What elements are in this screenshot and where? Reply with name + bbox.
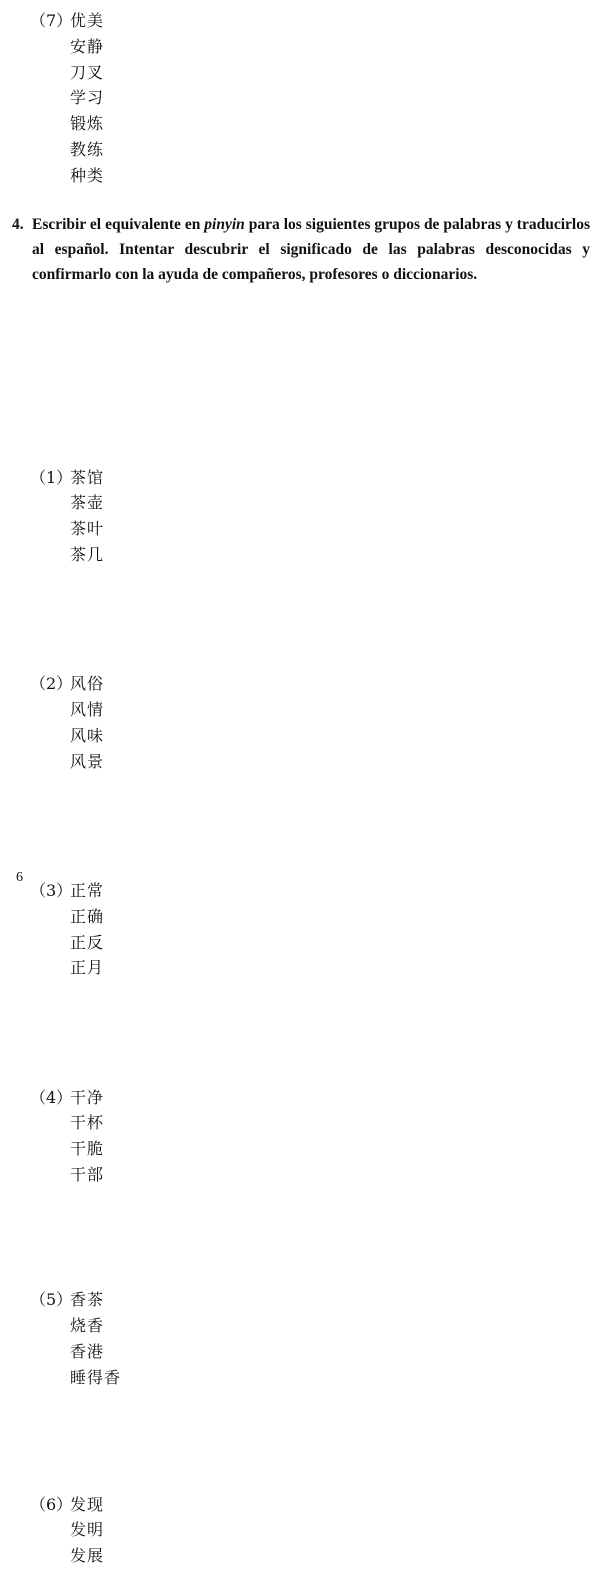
word-list <box>0 671 600 774</box>
word-group-7 <box>0 8 600 189</box>
word-item: 干净 <box>70 1087 105 1107</box>
exercise-text-part: para los siguientes grupos de palabras y traducirlos al español. Intentar descubrir el significado de las palabras desconocidas y confirmarlo con la ayuda de compañeros, profesores o diccionarios. <box>32 216 590 283</box>
word-item: 烧香 <box>70 1316 105 1336</box>
word-item: 发明 <box>70 1520 105 1540</box>
word-item: 睡得香 <box>70 1367 122 1387</box>
word-item: 茶馆 <box>70 467 105 487</box>
word-item: 正反 <box>70 932 105 952</box>
group-number: （4） <box>30 1087 73 1107</box>
exercise-number: 4. <box>12 216 24 233</box>
page-number: 6 <box>16 870 23 885</box>
word-item: 发展 <box>70 1546 105 1566</box>
word-item: 香港 <box>70 1341 105 1361</box>
group-number: （5） <box>30 1290 73 1310</box>
word-item: 干杯 <box>70 1113 105 1133</box>
word-list <box>0 878 600 981</box>
word-item: 学习 <box>70 88 105 108</box>
word-item: 教练 <box>70 139 105 159</box>
word-list <box>0 1287 600 1390</box>
word-group-1 <box>0 465 600 568</box>
group-number: （7） <box>30 11 73 30</box>
group-number: （1） <box>30 467 73 487</box>
word-list <box>0 1492 600 1569</box>
word-item: 种类 <box>70 165 105 185</box>
word-item: 风景 <box>70 751 105 771</box>
word-item: 锻炼 <box>70 114 105 134</box>
word-item: 正月 <box>70 958 105 978</box>
group-number: （3） <box>30 880 73 900</box>
word-group-6 <box>0 1492 600 1569</box>
word-group-5 <box>0 1287 600 1390</box>
exercise-instruction <box>12 212 590 287</box>
word-item: 茶叶 <box>70 519 105 539</box>
word-item: 发现 <box>70 1494 105 1514</box>
word-item: 刀叉 <box>70 62 105 82</box>
word-item: 安静 <box>70 36 105 56</box>
word-group-2 <box>0 671 600 774</box>
word-item: 优美 <box>70 11 105 30</box>
exercise-text-italic: pinyin <box>204 216 245 233</box>
group-number: （2） <box>30 674 73 694</box>
word-list <box>0 465 600 568</box>
word-list <box>0 1085 600 1188</box>
exercise-text-part: Escribir el equivalente en <box>32 216 205 233</box>
word-group-3 <box>0 878 600 981</box>
word-item: 香茶 <box>70 1290 105 1310</box>
word-item: 风味 <box>70 725 105 745</box>
word-item: 茶几 <box>70 544 105 564</box>
exercise-text <box>32 212 590 287</box>
word-item: 正常 <box>70 880 105 900</box>
word-group-4 <box>0 1085 600 1188</box>
word-item: 正确 <box>70 906 105 926</box>
word-list <box>0 8 600 189</box>
word-item: 风情 <box>70 700 105 720</box>
word-item: 茶壶 <box>70 493 105 513</box>
group-number: （6） <box>30 1494 73 1514</box>
word-item: 干部 <box>70 1165 105 1185</box>
word-item: 干脆 <box>70 1139 105 1159</box>
word-item: 风俗 <box>70 674 105 694</box>
